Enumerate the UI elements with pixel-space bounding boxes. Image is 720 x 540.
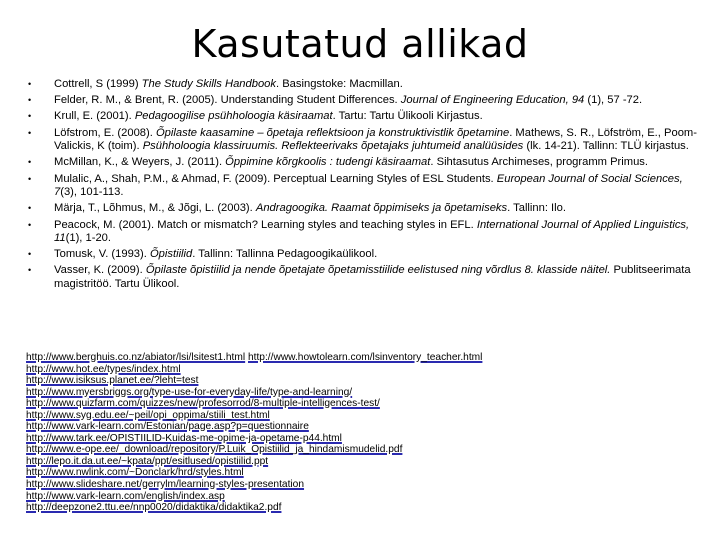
reference-item xyxy=(24,219,704,246)
reference-text: (1), 1-20. xyxy=(65,232,112,245)
bullet-icon: • xyxy=(28,157,32,168)
reference-text: Krull, E. (2001). xyxy=(54,110,135,123)
reference-list xyxy=(24,78,704,294)
bullet-icon: • xyxy=(28,111,32,122)
reference-title: The Study Skills Handbook xyxy=(141,78,276,90)
link-line xyxy=(26,456,706,468)
link-line xyxy=(26,491,706,503)
bullet-icon: • xyxy=(28,173,32,184)
bullet-icon: • xyxy=(28,127,32,138)
reference-item xyxy=(24,173,704,200)
reference-text: Vasser, K. (2009). xyxy=(54,264,146,277)
reference-title: Journal of Engineering Education, 94 xyxy=(400,94,585,107)
reference-text: . Tallinn: Tallinna Pedagoogikaülikool. xyxy=(192,248,378,261)
reference-text: Mulalic, A., Shah, P.M., & Ahmad, F. (2009). Perceptual Learning Styles of ESL Students. xyxy=(54,172,497,185)
reference-link[interactable]: http://www.berghuis.co.nz/abiator/lsi/lsitest1.html xyxy=(26,352,246,363)
reference-link[interactable]: http://www.quizfarm.com/quizzes/new/profesorrod/8-multiple-intelligences-test/ xyxy=(26,398,380,410)
reference-item xyxy=(24,202,704,216)
reference-link[interactable]: http://www.slideshare.net/gerrylm/learning-styles-presentation xyxy=(26,479,305,491)
link-line xyxy=(26,387,706,399)
reference-item xyxy=(24,127,704,154)
reference-text: . Tartu: Tartu Ülikooli Kirjastus. xyxy=(332,110,483,123)
reference-text: Tomusk, V. (1993). xyxy=(54,248,150,261)
reference-item xyxy=(24,156,704,170)
link-line xyxy=(26,364,706,376)
reference-title: International Journal of Applied Linguistics, 11 xyxy=(54,218,690,245)
reference-text: . Tallinn: Ilo. xyxy=(507,202,566,215)
bullet-icon: • xyxy=(28,79,32,89)
reference-item xyxy=(24,264,704,291)
link-line xyxy=(26,410,706,422)
link-line xyxy=(26,444,706,456)
reference-text: . Basingstoke: Macmillan. xyxy=(276,78,403,90)
reference-link[interactable]: http://deepzone2.ttu.ee/nnp0020/didaktika/didaktika2.pdf xyxy=(26,502,282,514)
reference-item xyxy=(24,78,704,92)
bullet-icon: • xyxy=(28,95,32,106)
reference-link[interactable]: http://www.hot.ee/types/index.html xyxy=(26,363,181,375)
bullet-icon: • xyxy=(28,265,32,276)
reference-text: Felder, R. M., & Brent, R. (2005). Understanding Student Differences. xyxy=(54,94,401,107)
bullet-icon: • xyxy=(28,249,32,260)
reference-item xyxy=(24,110,704,124)
link-line xyxy=(26,398,706,410)
link-line xyxy=(26,502,706,514)
link-line xyxy=(26,467,706,479)
bullet-icon: • xyxy=(28,219,32,230)
reference-text: . Mathews, S. R., Löfström, E., Poom-Valickis, K (toim). xyxy=(54,126,697,153)
reference-title: Õpilaste kaasamine – õpetaja reflektsioon ja konstruktivistlik õpetamine xyxy=(155,126,510,139)
reference-title: Õppimine kõrgkoolis : tudengi käsiraamat xyxy=(225,156,431,169)
reference-link[interactable]: http://www.e-ope.ee/_download/repository/P.Luik_Opistiilid_ja_hindamismudelid.pdf xyxy=(26,444,403,456)
link-line xyxy=(26,375,706,387)
reference-text: (lk. 14-21). Tallinn: TLÜ kirjastus. xyxy=(523,140,689,153)
reference-text: Peacock, M. (2001). Match or mismatch? Learning styles and teaching styles in EFL. xyxy=(54,218,477,231)
reference-item xyxy=(24,248,704,262)
reference-title: Andragoogika. Raamat õppimiseks ja õpetamiseks xyxy=(255,202,508,215)
reference-title: Psühholoogia klassiruumis. Reflekteerivaks õpetajaks juhtumeid analüüsides xyxy=(142,140,524,153)
link-line xyxy=(26,421,706,433)
link-line xyxy=(26,479,706,491)
reference-link[interactable]: http://www.syg.edu.ee/~peil/opi_oppima/stiili_test.html xyxy=(26,409,270,421)
reference-item xyxy=(24,94,704,108)
link-list xyxy=(26,352,706,514)
reference-link[interactable]: http://www.myersbriggs.org/type-use-for-everyday-life/type-and-learning/ xyxy=(26,386,353,398)
link-line xyxy=(26,352,706,364)
reference-text: McMillan, K., & Weyers, J. (2011). xyxy=(54,156,226,169)
reference-text: Cottrell, S (1999) xyxy=(54,78,142,90)
link-line xyxy=(26,433,706,445)
reference-title: Pedagoogilise psühholoogia käsiraamat xyxy=(134,110,333,123)
reference-title: Õpistiilid xyxy=(149,248,193,261)
reference-title: Õpilaste õpistiilid ja nende õpetajate õpetamisstiilide eelistused ning võrdlus 8. klasside näitel. xyxy=(145,264,611,277)
reference-link[interactable]: http://www.tark.ee/OPISTIILID-Kuidas-me-opime-ja-opetame-p44.html xyxy=(26,432,342,444)
bullet-icon: • xyxy=(28,203,32,214)
reference-title: European Journal of Social Sciences, 7 xyxy=(54,172,683,199)
reference-link[interactable]: http://www.vark-learn.com/Estonian/page.asp?p=questionnaire xyxy=(26,421,309,433)
reference-text: (1), 57 -72. xyxy=(584,94,643,107)
reference-link[interactable]: http://www.nwlink.com/~Donclark/hrd/styles.html xyxy=(26,467,244,479)
reference-link[interactable]: http://www.isiksus.planet.ee/?leht=test xyxy=(26,375,199,387)
reference-text: Publitseerimata magistritöö. Tartu Ülikool. xyxy=(54,264,691,291)
reference-text: Löfstrom, E. (2008). xyxy=(54,126,156,139)
reference-link[interactable]: http://www.howtolearn.com/lsinventory_teacher.html xyxy=(247,352,483,363)
reference-link[interactable]: http://www.vark-learn.com/english/index.asp xyxy=(26,490,225,502)
slide-title: Kasutatud allikad xyxy=(191,22,529,66)
reference-text: (3), 101-113. xyxy=(60,186,124,199)
reference-link[interactable]: http://lepo.it.da.ut.ee/~kpata/ppt/esitlused/opistiilid.ppt xyxy=(26,455,269,467)
reference-text: . Sihtasutus Archimeses, programm Primus. xyxy=(430,156,648,169)
reference-text: Märja, T., Lõhmus, M., & Jõgi, L. (2003). xyxy=(54,202,256,215)
